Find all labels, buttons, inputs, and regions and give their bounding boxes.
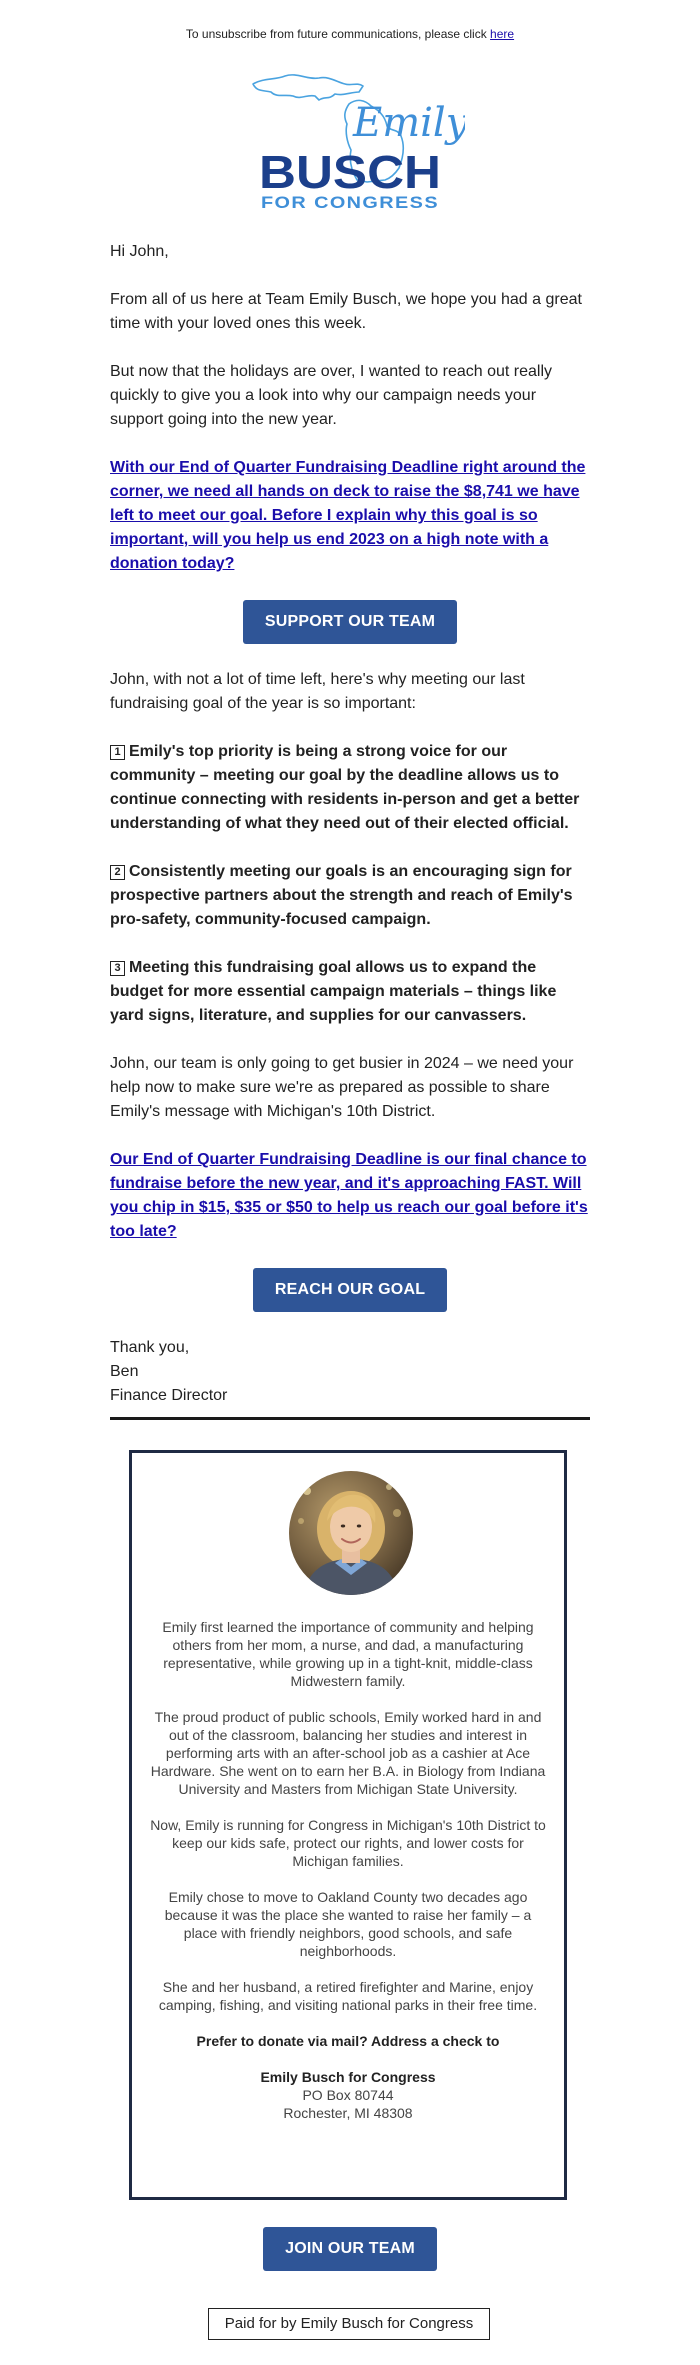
reason-2-text: Consistently meeting our goals is an encouraging sign for prospective partners about the strength and reach of Emily's pro-safety, community-focused campaign.: [110, 863, 573, 928]
bio-paragraph-3: Now, Emily is running for Congress in Michigan's 10th District to keep our kids safe, protect our rights, and lower costs for Michigan families.: [150, 1817, 546, 1869]
logo-script-name: Emily: [353, 100, 465, 146]
logo-tagline: FOR CONGRESS: [261, 193, 439, 212]
reason-1-text: Emily's top priority is being a strong voice for our community – meeting our goal by the deadline allows us to continue connecting with residents in-person and get a better understanding of what they need out of their elected official.: [110, 743, 580, 832]
unsubscribe-line: [0, 27, 700, 41]
signoff: [110, 1336, 590, 1408]
mail-address-name: Emily Busch for Congress: [260, 2069, 436, 2085]
paid-for-disclaimer: Paid for by Emily Busch for Congress: [208, 2308, 490, 2340]
signoff-title: Finance Director: [110, 1387, 228, 1404]
final-chance-paragraph: [110, 1148, 590, 1244]
reach-goal-button-row: [110, 1268, 590, 1312]
number-1-icon: 1: [110, 745, 125, 760]
support-our-team-button[interactable]: SUPPORT OUR TEAM: [243, 600, 457, 644]
bio-paragraph-4: Emily chose to move to Oakland County two decades ago because it was the place she wanted to raise her family – a place with friendly neighbors, good schools, and safe neighborhoods.: [164, 1889, 532, 1959]
mail-donation-heading: Prefer to donate via mail? Address a check to: [196, 2033, 500, 2049]
reason-2: [110, 860, 590, 932]
logo-last-name: BUSCH: [259, 146, 441, 198]
busier-2024-paragraph: John, our team is only going to get busier in 2024 – we need your help now to make sure we're as prepared as possible to share Emily's message with Michigan's 10th District.: [110, 1055, 574, 1120]
donation-ask-link[interactable]: With our End of Quarter Fundraising Deadline right around the corner, we need all hands on deck to raise the $8,741 we have left to meet our goal. Before I explain why this goal is so important, will you help us end 2023 on a high note with a donation today?: [110, 459, 586, 572]
candidate-photo: [289, 1471, 413, 1595]
support-button-row: [110, 600, 590, 644]
bio-paragraph-1: Emily first learned the importance of community and helping others from her mom, a nurse, and dad, a manufacturing representative, while growing up in a tight-knit, middle-class Midwestern family.: [162, 1619, 534, 1689]
reason-1: [110, 740, 590, 836]
number-2-icon: 2: [110, 865, 125, 880]
section-divider: [110, 1417, 590, 1420]
bio-paragraph-5: She and her husband, a retired firefighter and Marine, enjoy camping, fishing, and visiting national parks in their free time.: [158, 1979, 538, 2013]
intro-paragraph: From all of us here at Team Emily Busch, we hope you had a great time with your loved ones this week.: [110, 291, 582, 332]
campaign-logo-graphic: [245, 70, 465, 215]
signoff-thanks: Thank you,: [110, 1339, 190, 1356]
candidate-bio-box: [129, 1450, 567, 2200]
bio-paragraph-2: The proud product of public schools, Emily worked hard in and out of the classroom, balancing her studies and interest in performing arts with an after-school job as a cashier at Ace Hardware. She went on to earn her B.A. in Biology from Indiana University and Masters from Michigan State University.: [150, 1709, 546, 1797]
reasons-intro-paragraph: John, with not a lot of time left, here's why meeting our last fundraising goal of the year is so important:: [110, 671, 525, 712]
candidate-portrait-icon: [289, 1471, 413, 1595]
final-chance-link[interactable]: Our End of Quarter Fundraising Deadline is our final chance to fundraise before the new year, and it's approaching FAST. Will you chip in $15, $35 or $50 to help us reach our goal before it's too late?: [110, 1151, 588, 1240]
holiday-paragraph: But now that the holidays are over, I wanted to reach out really quickly to give you a look into why our campaign needs your support going into the new year.: [110, 363, 553, 428]
join-our-team-button[interactable]: JOIN OUR TEAM: [263, 2227, 437, 2271]
email-body: [110, 240, 590, 1408]
unsubscribe-text: To unsubscribe from future communications, please click: [185, 27, 491, 41]
reason-3-text: Meeting this fundraising goal allows us to expand the budget for more essential campaign materials – things like yard signs, literature, and supplies for our canvassers.: [110, 959, 557, 1024]
campaign-logo: [245, 70, 465, 215]
greeting: Hi John,: [110, 243, 169, 260]
donation-ask-paragraph: [110, 456, 590, 576]
reason-3: [110, 956, 590, 1028]
mail-address-line1: PO Box 80744: [302, 2087, 394, 2103]
join-button-row: [0, 2227, 700, 2271]
number-3-icon: 3: [110, 961, 125, 976]
reach-our-goal-button[interactable]: REACH OUR GOAL: [253, 1268, 447, 1312]
signoff-name: Ben: [110, 1363, 139, 1380]
bio-text: [150, 1618, 546, 2122]
unsubscribe-link[interactable]: here: [490, 27, 515, 41]
mail-address-line2: Rochester, MI 48308: [283, 2105, 413, 2121]
